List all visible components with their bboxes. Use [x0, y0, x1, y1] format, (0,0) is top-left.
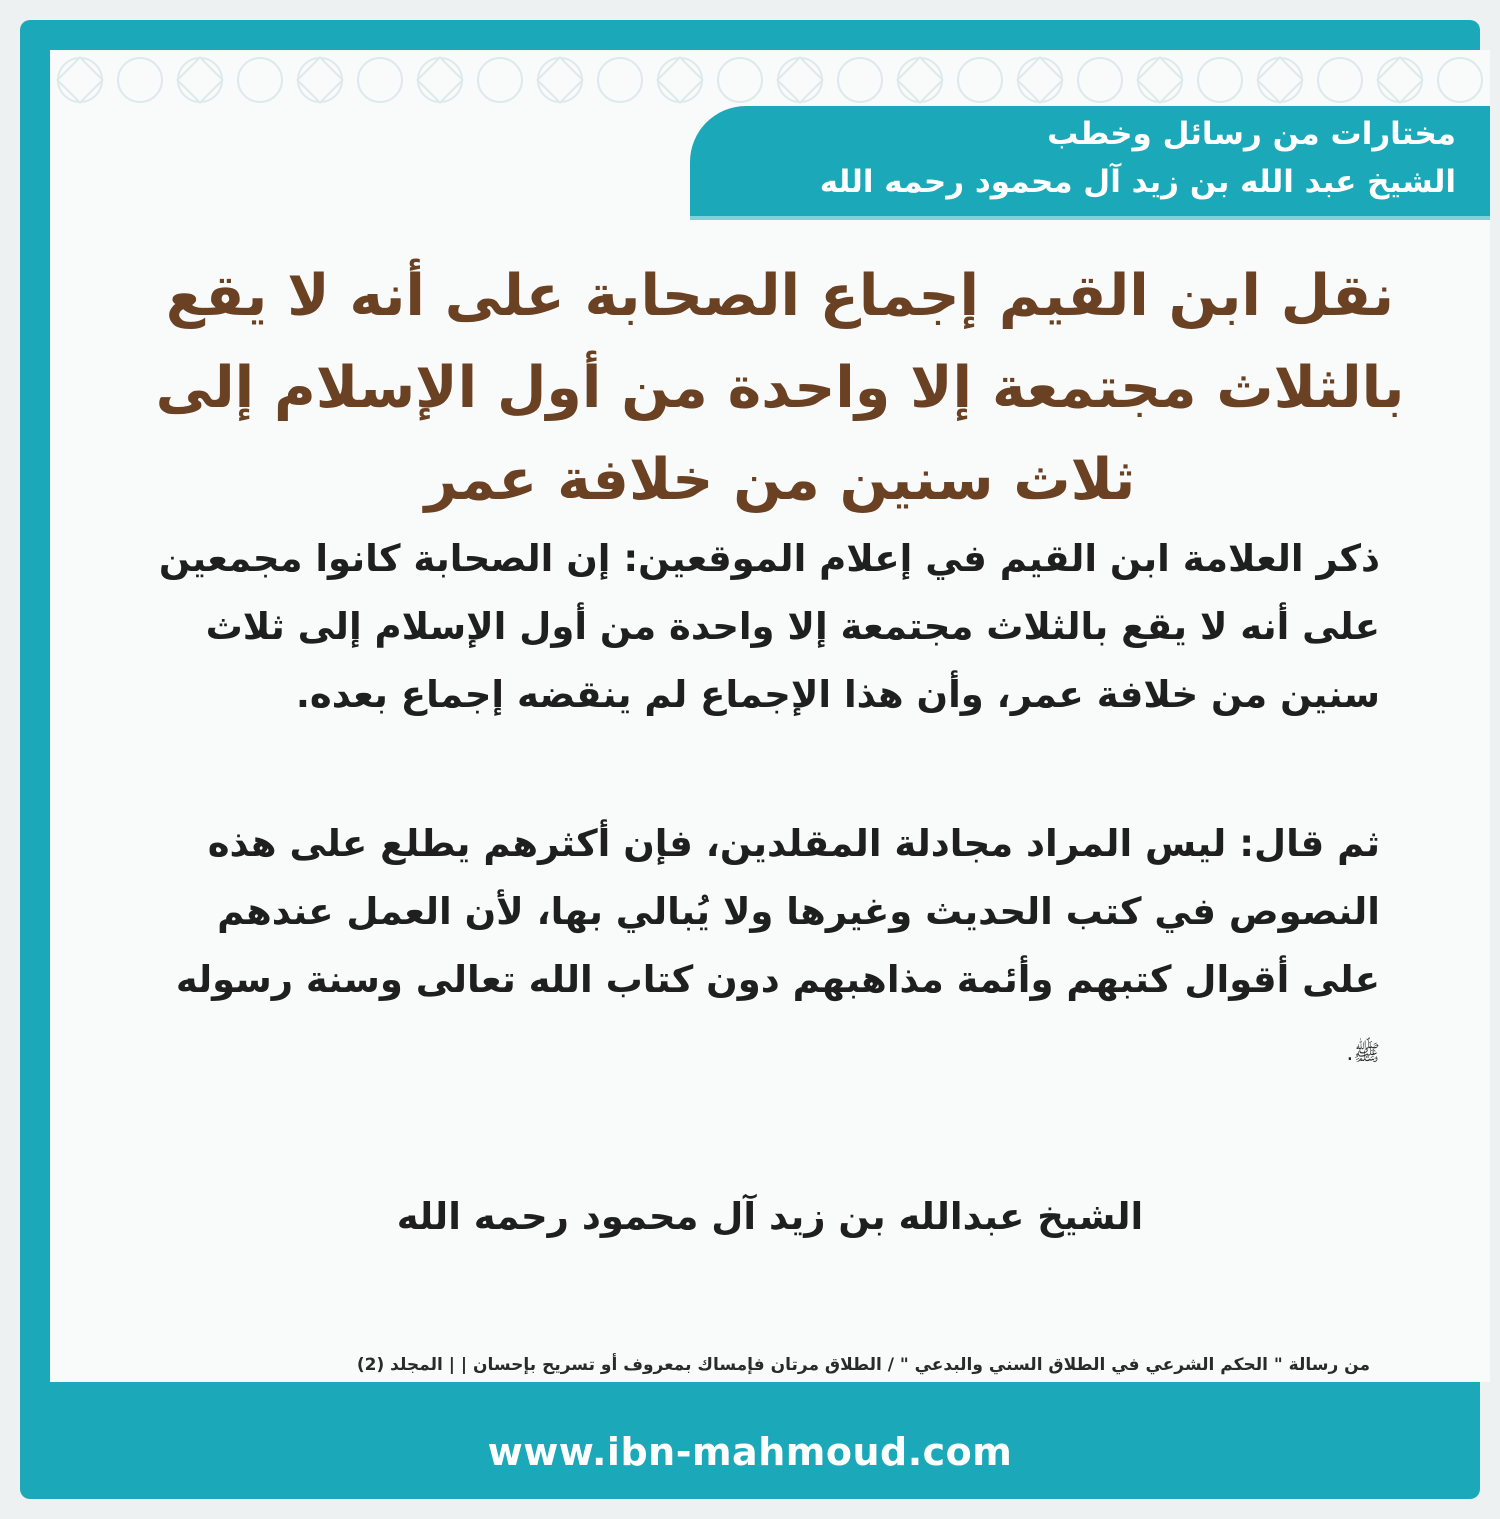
paragraph-line: على أقوال كتبهم وأئمة مذاهبهم دون كتاب الله تعالى وسنة رسوله [175, 958, 1380, 1001]
salawat-symbol: ﷺ. [1346, 1041, 1380, 1066]
content-card [50, 50, 1490, 1382]
title-line: ثلاث سنين من خلافة عمر [424, 447, 1136, 513]
paragraph-line: سنين من خلافة عمر، وأن هذا الإجماع لم ينقضه إجماع بعده. [295, 673, 1380, 716]
paragraph-line: النصوص في كتب الحديث وغيرها ولا يُبالي بها، لأن العمل عندهم [217, 890, 1380, 933]
header-banner [690, 106, 1490, 220]
page-title [140, 250, 1420, 526]
page-frame [20, 20, 1480, 1499]
header-subtitle: مختارات من رسائل وخطب [1047, 116, 1456, 152]
paragraph-line: ذكر العلامة ابن القيم في إعلام الموقعين: إن الصحابة كانوا مجمعين [158, 537, 1380, 580]
website-link[interactable]: www.ibn-mahmoud.com [487, 1430, 1013, 1474]
paragraph-line: ثم قال: ليس المراد مجادلة المقلدين، فإن أكثرهم يطلع على هذه [207, 822, 1380, 865]
body-paragraph-1 [100, 525, 1380, 729]
title-line: نقل ابن القيم إجماع الصحابة على أنه لا يقع [165, 263, 1395, 329]
title-line: بالثلاث مجتمعة إلا واحدة من أول الإسلام إلى [155, 355, 1405, 421]
source-citation: من رسالة " الحكم الشرعي في الطلاق السني والبدعي " / الطلاق مرتان فإمساك بمعروف أو تسريح بإحسان | | المجلد (2) [356, 1355, 1370, 1375]
paragraph-line: على أنه لا يقع بالثلاث مجتمعة إلا واحدة من أول الإسلام إلى ثلاث [205, 605, 1380, 648]
body-paragraph-2 [100, 810, 1380, 1088]
header-author: الشيخ عبد الله بن زيد آل محمود رحمه الله [819, 164, 1456, 200]
author-signature: الشيخ عبدالله بن زيد آل محمود رحمه الله [396, 1195, 1144, 1238]
salawat-line [100, 1014, 1380, 1088]
